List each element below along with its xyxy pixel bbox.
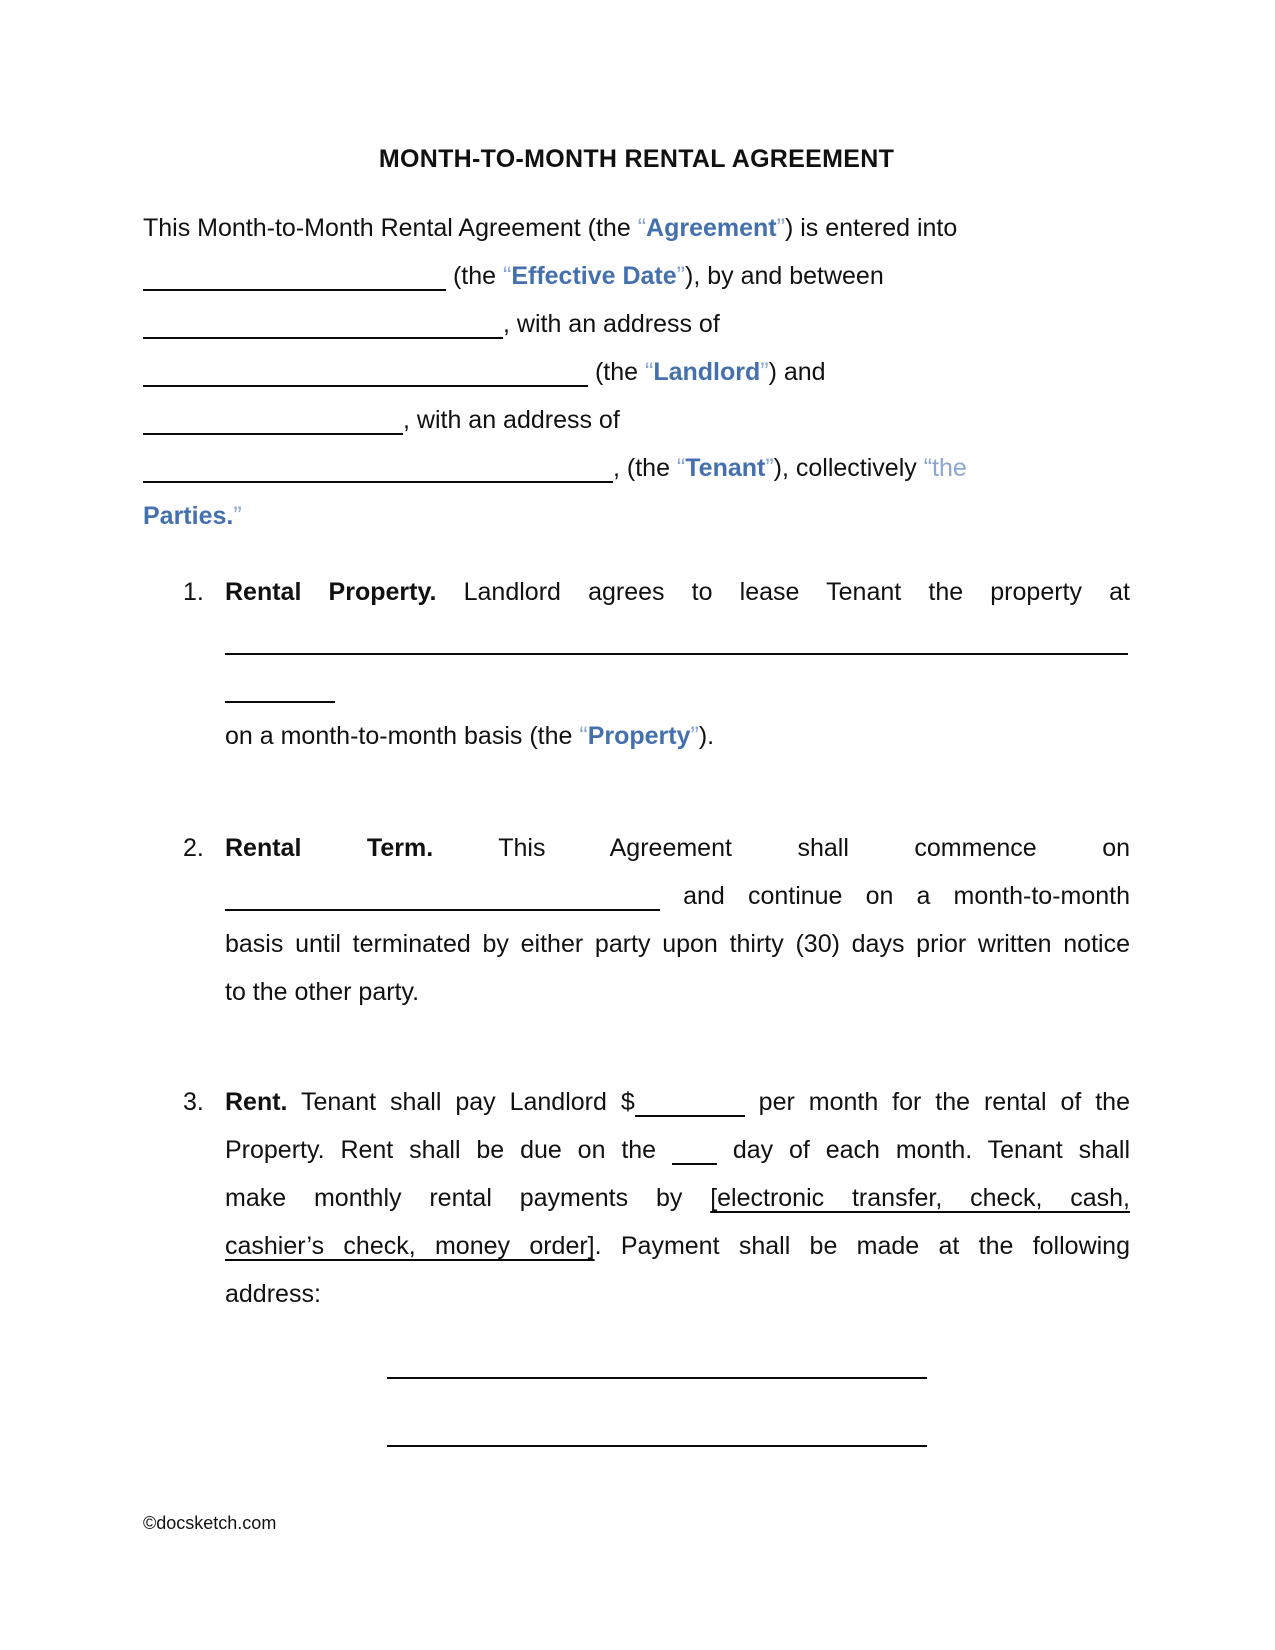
text-line <box>225 1340 1130 1388</box>
text-run: “ <box>676 454 686 482</box>
text-run: , (the <box>613 454 677 482</box>
text-run: Property. Rent shall be due on the <box>225 1136 672 1164</box>
text-run: Agreement <box>646 214 777 242</box>
text-run: “the <box>923 454 967 482</box>
text-run: Tenant shall pay Landlord $ <box>287 1088 635 1116</box>
text-run: This Month-to-Month Rental Agreement (the <box>143 214 638 242</box>
text-run: ), collectively <box>773 454 924 482</box>
text-run: “ <box>644 358 654 386</box>
text-run: ) and <box>768 358 826 386</box>
text-run: Landlord agrees to lease Tenant the property at <box>436 578 1130 606</box>
blank-line[interactable] <box>143 385 588 387</box>
text-run: . Payment shall be made at the following <box>594 1232 1130 1260</box>
text-run: Rental Property. <box>225 578 437 606</box>
text-run: (the <box>446 262 503 290</box>
blank-line[interactable] <box>672 1163 717 1165</box>
text-run: make monthly rental payments by <box>225 1184 711 1212</box>
blank-line[interactable] <box>225 909 660 911</box>
text-line <box>143 492 1130 540</box>
list-item-number: 3. <box>183 1088 204 1116</box>
text-run: Effective Date <box>511 262 677 290</box>
text-run: , with an address of <box>403 406 620 434</box>
text-run: Rental Term. <box>225 834 434 862</box>
list-item-3 <box>143 1078 1130 1456</box>
blank-line[interactable] <box>387 1377 927 1379</box>
text-run: and continue on a month-to-month <box>660 882 1130 910</box>
text-run: ” <box>765 454 774 482</box>
blank-line[interactable] <box>387 1445 927 1447</box>
blank-line[interactable] <box>143 289 446 291</box>
blank-line[interactable] <box>143 481 613 483</box>
text-run: to the other party. <box>225 978 420 1006</box>
text-run: Tenant <box>685 454 766 482</box>
text-line <box>143 348 1130 396</box>
text-line <box>225 1126 1130 1174</box>
text-run: “ <box>502 262 512 290</box>
text-line <box>225 920 1130 968</box>
text-line <box>225 1270 1130 1318</box>
text-run: ). <box>698 722 715 750</box>
list-item-number: 2. <box>183 834 204 862</box>
blank-line[interactable] <box>225 653 1128 655</box>
text-run: ” <box>760 358 769 386</box>
text-run: ), by and between <box>685 262 884 290</box>
text-run: Rent. <box>225 1088 288 1116</box>
text-line <box>143 252 1130 300</box>
text-line <box>143 396 1130 444</box>
blank-line[interactable] <box>225 701 335 703</box>
list-item-number: 1. <box>183 578 204 606</box>
text-run: ) is entered into <box>784 214 958 242</box>
text-line <box>225 712 1130 760</box>
text-line <box>225 616 1130 664</box>
text-run: [electronic transfer, check, cash, <box>710 1184 1130 1212</box>
text-run: This Agreement shall commence on <box>433 834 1131 862</box>
text-line <box>225 968 1130 1016</box>
text-line <box>143 444 1130 492</box>
text-run: on a month-to-month basis (the <box>225 722 580 750</box>
intro-paragraph <box>143 204 1130 540</box>
blank-line[interactable] <box>635 1115 745 1117</box>
text-line <box>225 568 1130 616</box>
text-run: Landlord <box>653 358 761 386</box>
text-run: address: <box>225 1280 321 1308</box>
text-run: “ <box>637 214 647 242</box>
blank-line[interactable] <box>143 337 503 339</box>
text-run: Parties. <box>143 502 234 530</box>
text-run: basis until terminated by either party upon thirty (30) days prior written notice <box>225 930 1130 958</box>
text-run: day of each month. Tenant shall <box>716 1136 1131 1164</box>
text-run: (the <box>588 358 645 386</box>
text-run: Property <box>587 722 691 750</box>
text-run: ” <box>690 722 699 750</box>
text-line <box>225 664 1130 712</box>
document-title: MONTH-TO-MONTH RENTAL AGREEMENT <box>378 145 895 173</box>
text-run: ” <box>233 502 242 530</box>
text-line <box>225 1222 1130 1270</box>
text-line <box>143 204 1130 252</box>
text-run: “ <box>579 722 588 750</box>
list-item-1 <box>143 568 1130 760</box>
numbered-list <box>143 568 1130 1456</box>
text-run: ” <box>676 262 685 290</box>
text-run: cashier’s check, money order] <box>225 1232 595 1260</box>
list-item-2 <box>143 824 1130 1016</box>
text-line <box>225 872 1130 920</box>
blank-line[interactable] <box>143 433 403 435</box>
text-run: per month for the rental of the <box>744 1088 1130 1116</box>
text-line <box>225 824 1130 872</box>
text-run: , with an address of <box>503 310 720 338</box>
text-line <box>143 300 1130 348</box>
text-line <box>225 1408 1130 1456</box>
text-line <box>225 1078 1130 1126</box>
text-line <box>225 1174 1130 1222</box>
footer-credit: ©docsketch.com <box>143 1513 277 1533</box>
text-run: ” <box>776 214 785 242</box>
